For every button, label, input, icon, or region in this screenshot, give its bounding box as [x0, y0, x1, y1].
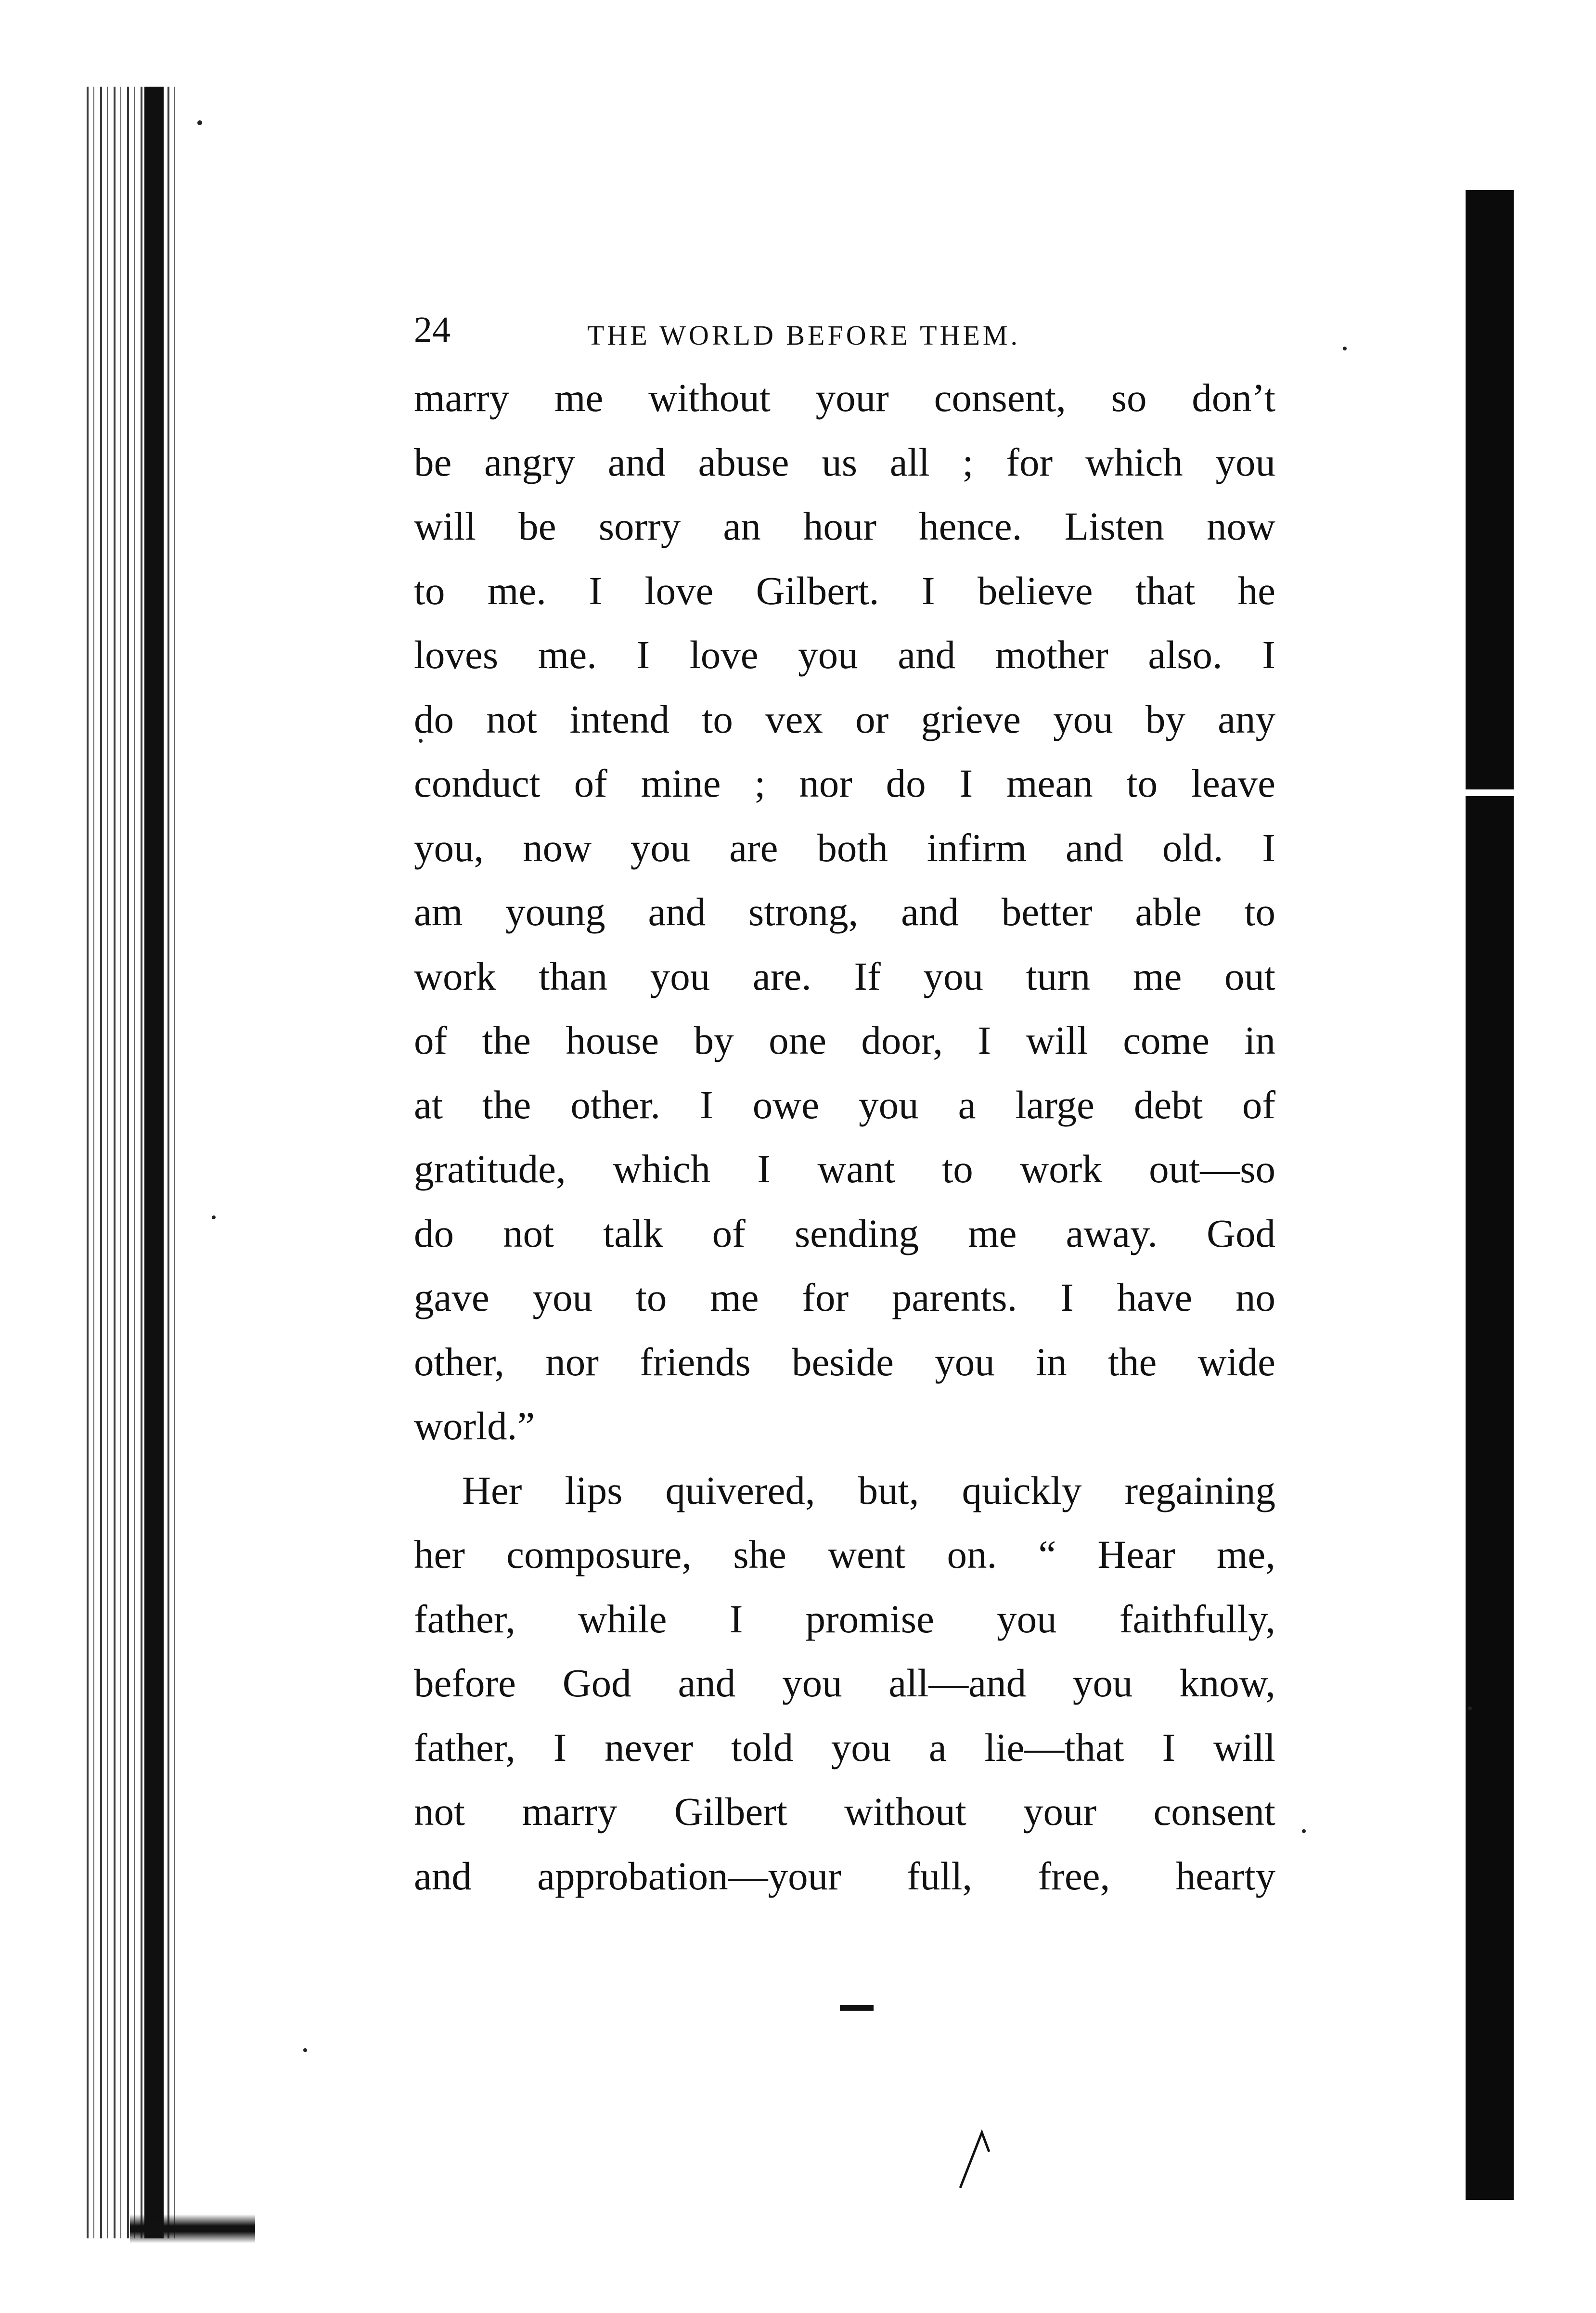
scan-right-border	[1466, 190, 1514, 2200]
text-line: gave you to me for parents. I have no	[414, 1275, 1275, 1319]
scan-speck	[212, 1215, 216, 1219]
binding-edge-shadow	[87, 87, 178, 2238]
text-line: not marry Gilbert without your consent	[414, 1789, 1275, 1834]
scan-speck	[1302, 1829, 1306, 1833]
text-line: do not talk of sending me away. God	[414, 1211, 1275, 1255]
text-line: you, now you are both infirm and old. I	[414, 825, 1275, 870]
text-line: will be sorry an hour hence. Listen now	[414, 504, 1275, 548]
text-line: marry me without your consent, so don’t	[414, 375, 1275, 420]
text-line: father, I never told you a lie—that I will	[414, 1725, 1275, 1770]
text-line: conduct of mine ; nor do I mean to leave	[414, 761, 1275, 805]
text-line: to me. I love Gilbert. I believe that he	[414, 568, 1275, 613]
page-text-block	[414, 303, 1275, 1908]
text-line: before God and you all—and you know,	[414, 1661, 1275, 1705]
text-line: am young and strong, and better able to	[414, 890, 1275, 934]
scan-right-border-gap	[1463, 789, 1516, 796]
scan-speck	[303, 2048, 307, 2052]
text-line: other, nor friends beside you in the wide	[414, 1339, 1275, 1384]
page-number: 24	[414, 310, 450, 350]
text-line: and approbation—your full, free, hearty	[414, 1853, 1275, 1898]
text-line: be angry and abuse us all ; for which you	[414, 439, 1275, 484]
text-line: loves me. I love you and mother also. I	[414, 633, 1275, 677]
text-line: at the other. I owe you a large debt of	[414, 1082, 1275, 1127]
running-head-title: THE WORLD BEFORE THEM.	[587, 320, 1020, 351]
text-line: world.”	[414, 1404, 535, 1448]
scan-corner-smudge	[130, 2214, 255, 2243]
text-line: work than you are. If you turn me out	[414, 954, 1275, 998]
printer-mark-dash	[840, 2005, 874, 2011]
scan-speck	[1468, 1706, 1472, 1710]
text-line: of the house by one door, I will come in	[414, 1018, 1275, 1062]
text-line: gratitude, which I want to work out—so	[414, 1147, 1275, 1191]
body-text	[414, 366, 1275, 1908]
scan-speck	[197, 120, 202, 125]
caret-mark	[958, 2123, 1006, 2190]
paragraph-first-line: Her lips quivered, but, quickly regaining	[462, 1468, 1275, 1512]
text-line: father, while I promise you faithfully,	[414, 1596, 1275, 1641]
scan-speck	[1343, 347, 1347, 350]
text-line: her composure, she went on. “ Hear me,	[414, 1532, 1275, 1576]
binding-edge-line	[144, 87, 164, 2238]
text-line: do not intend to vex or grieve you by any	[414, 697, 1275, 741]
running-head	[414, 303, 1275, 356]
